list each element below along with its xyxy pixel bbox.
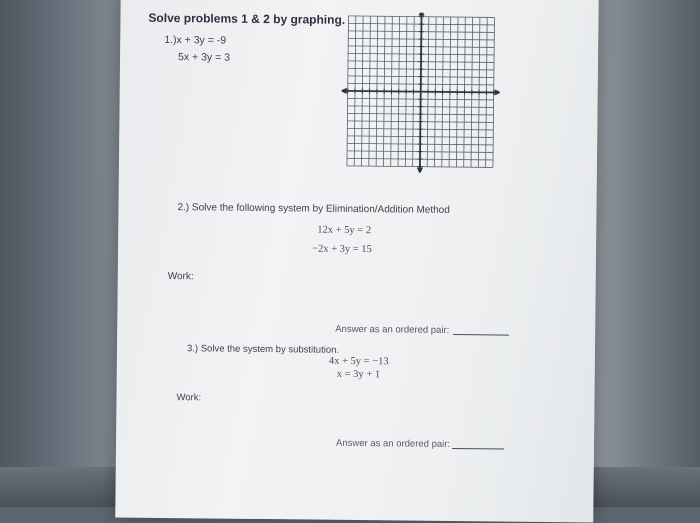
problem2-eq2: −2x + 3y = 15 — [312, 244, 372, 256]
problem3-answer-line — [452, 448, 504, 450]
problem3-prompt: 3.) Solve the system by substitution. — [187, 343, 339, 356]
problem2-eq1: 12x + 5y = 2 — [317, 225, 371, 237]
problem2-prompt: 2.) Solve the following system by Elimination/Addition Method — [177, 202, 449, 216]
problem2-answer-line — [453, 334, 509, 336]
y-axis-arrow-up — [419, 12, 425, 16]
problem3-work-label: Work: — [176, 392, 201, 403]
problem2-work-label: Work: — [168, 271, 194, 282]
problem1-eq1 — [164, 34, 226, 47]
grid-axes — [341, 12, 501, 174]
worksheet-paper — [115, 0, 599, 522]
problem1-number: 1.) — [164, 34, 176, 46]
worksheet-title: Solve problems 1 & 2 by graphing. — [148, 11, 345, 27]
x-axis-arrow-left — [341, 88, 347, 94]
problem3-eq2: x = 3y + 1 — [337, 369, 380, 380]
desk-right — [580, 0, 700, 507]
problem1-eq2: 5x + 3y = 3 — [178, 51, 230, 64]
problem2-answer-label: Answer as an ordered pair: — [335, 324, 449, 336]
y-axis-arrow-down — [417, 168, 423, 174]
problem1-eq1-text: x + 3y = -9 — [176, 34, 226, 47]
coordinate-grid — [341, 12, 501, 174]
problem3-eq1: 4x + 5y = −13 — [329, 356, 389, 368]
x-axis-arrow-right — [495, 89, 501, 95]
problem3-answer-label: Answer as an ordered pair: — [336, 438, 450, 450]
